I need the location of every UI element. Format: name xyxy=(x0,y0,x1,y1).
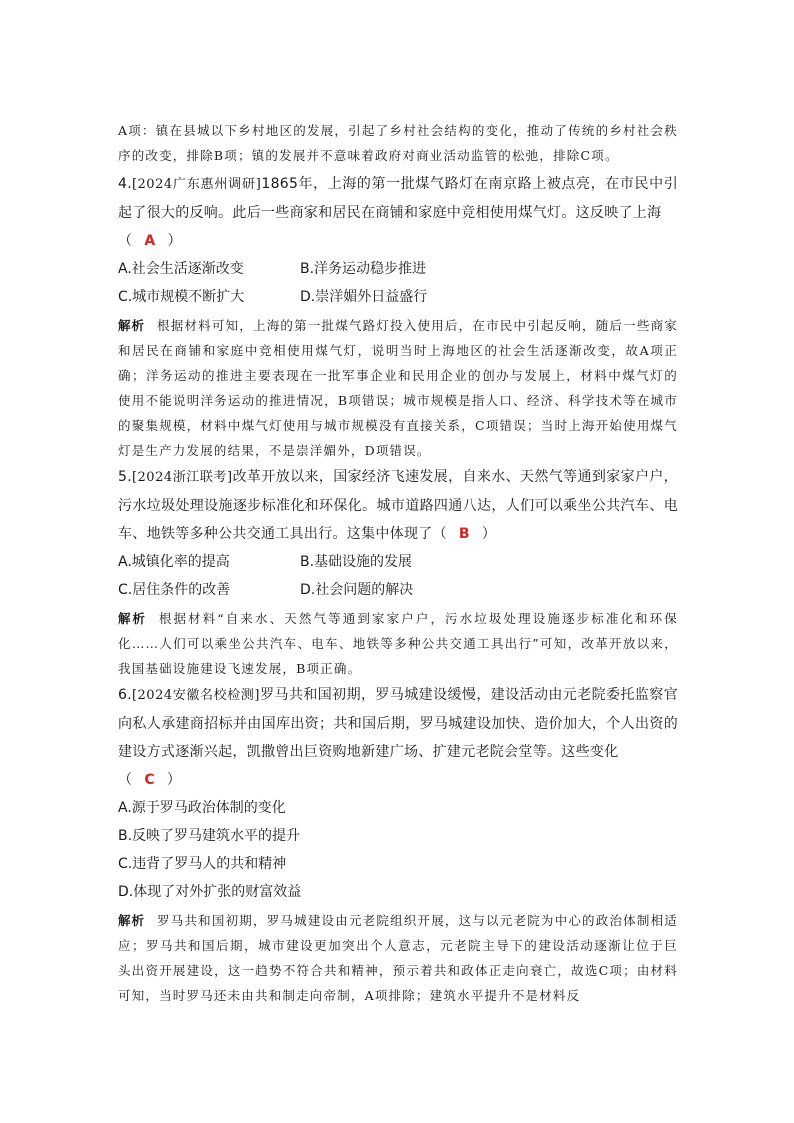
answer-bracket-close: ） xyxy=(481,526,497,542)
explanation-text: 罗马共和国初期，罗马城建设由元老院组织开展，这与以元老院为中心的政治体制相适应；罗马共和国后期，城市建设更加突出个人意志，元老院主导下的建设活动逐渐让位于巨头出资开展建设，这一趋势不符合共和精神，预示着共和政体正走向衰亡，故选C项；由材料可知，当时罗马还未由共和制走向帝制，A项排除；建筑水平提升不是材料反 xyxy=(118,913,678,1003)
explanation-label: 解析 xyxy=(118,318,146,333)
question-stem xyxy=(118,681,678,766)
question-number: 6. xyxy=(118,687,132,703)
explanation xyxy=(118,908,678,1008)
previous-explanation xyxy=(118,118,678,168)
answer-line xyxy=(118,766,678,794)
question-source: [2024广东惠州调研] xyxy=(131,177,262,192)
option-b: B.基础设施的发展 xyxy=(300,554,413,570)
answer-bracket-open: （ xyxy=(118,233,133,249)
option-d: D.社会问题的解决 xyxy=(300,582,414,598)
option-b: B.洋务运动稳步推进 xyxy=(300,261,427,277)
page-content xyxy=(118,118,678,1008)
question-stem xyxy=(118,463,678,548)
option-d: D.体现了对外扩张的财富效益 xyxy=(118,884,302,900)
question-4 xyxy=(118,170,678,463)
previous-explanation-text: A项：镇在县城以下乡村地区的发展，引起了乡村社会结构的变化，推动了传统的乡村社会秩序的改变，排除B项；镇的发展并不意味着政府对商业活动监管的松弛，排除C项。 xyxy=(118,123,678,163)
explanation xyxy=(118,606,678,681)
options-grid xyxy=(118,255,678,311)
option-c: C.城市规模不断扩大 xyxy=(118,289,245,305)
explanation-text: 根据材料可知，上海的第一批煤气路灯投入使用后，在市民中引起反响，随后一些商家和居民在商铺和家庭中竞相使用煤气灯，说明当时上海地区的社会生活逐渐改变，故A项正确；洋务运动的推进主要表现在一批军事企业和民用企业的创办与发展上，材料中煤气灯的使用不能说明洋务运动的推进情况，B项错误；城市规模是指人口、经济、科学技术等在城市的聚集规模，材料中煤气灯使用与城市规模没有直接关系，C项错误；当时上海开始使用煤气灯是生产力发展的结果，不是崇洋媚外，D项错误。 xyxy=(118,318,678,458)
explanation xyxy=(118,313,678,463)
question-number: 5. xyxy=(118,469,132,485)
option-a: A.社会生活逐渐改变 xyxy=(118,261,244,277)
answer-letter: B xyxy=(458,526,470,542)
question-text: 1865年，上海的第一批煤气路灯在南京路上被点亮，在市民中引起了很大的反响。此后一些商家和居民在商铺和家庭中竞相使用煤气灯。这反映了上海 xyxy=(118,176,678,221)
explanation-label: 解析 xyxy=(118,913,146,928)
question-number: 4. xyxy=(118,176,132,192)
answer-letter: C xyxy=(144,772,155,788)
question-stem xyxy=(118,170,678,227)
question-source: [2024浙江联考] xyxy=(131,470,233,485)
option-a: A.源于罗马政治体制的变化 xyxy=(118,800,286,816)
option-d: D.崇洋媚外日益盛行 xyxy=(300,289,428,305)
answer-bracket-open: （ xyxy=(118,772,133,788)
option-a: A.城镇化率的提高 xyxy=(118,554,230,570)
explanation-label: 解析 xyxy=(118,611,147,626)
options-grid xyxy=(118,548,678,604)
question-6 xyxy=(118,681,678,1008)
option-c: C.违背了罗马人的共和精神 xyxy=(118,856,287,872)
option-b: B.反映了罗马建筑水平的提升 xyxy=(118,828,301,844)
explanation-text: 根据材料“自来水、天然气等通到家家户户，污水垃圾处理设施逐步标准化和环保化……人们可以乘坐公共汽车、电车、地铁等多种公共交通工具出行”可知，改革开放以来，我国基础设施建设飞速发展，B项正确。 xyxy=(118,611,678,676)
answer-bracket-close: ） xyxy=(166,772,182,788)
answer-line xyxy=(118,227,678,255)
answer-bracket-open: （ xyxy=(432,526,447,542)
question-5 xyxy=(118,463,678,681)
option-c: C.居住条件的改善 xyxy=(118,582,231,598)
question-text: 改革开放以来，国家经济飞速发展，自来水、天然气等通到家家户户，污水垃圾处理设施逐步标准化和环保化。城市道路四通八达，人们可以乘坐公共汽车、电车、地铁等多种公共交通工具出行。这集中体现了 xyxy=(118,469,678,542)
answer-letter: A xyxy=(144,233,156,249)
question-text: 罗马共和国初期，罗马城建设缓慢，建设活动由元老院委托监察官向私人承建商招标并由国库出资；共和国后期，罗马城建设加快、造价加大，个人出资的建设方式逐渐兴起，凯撒曾出巨资购地新建广场、扩建元老院会堂等。这些变化 xyxy=(118,687,678,760)
question-source: [2024安徽名校检测] xyxy=(131,688,260,703)
answer-bracket-close: ） xyxy=(167,233,182,249)
